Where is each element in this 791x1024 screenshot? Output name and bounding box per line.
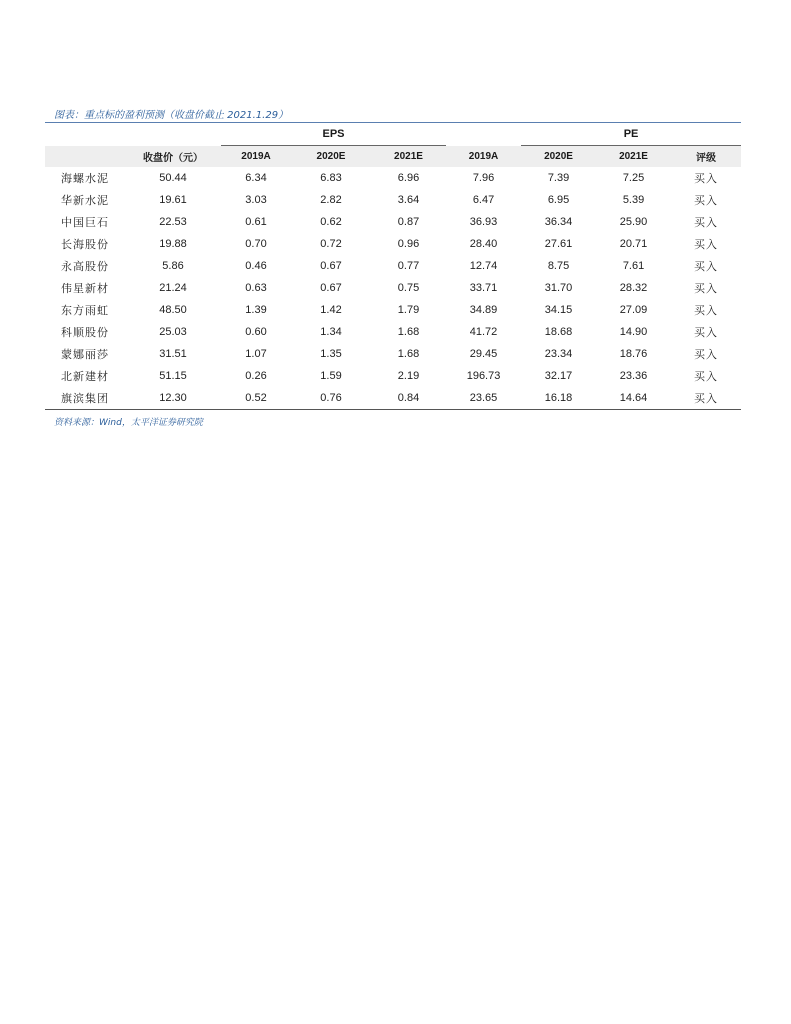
rating: 买入 [694,370,719,383]
table-row [45,387,741,409]
close-price: 25.03 [159,326,187,338]
pe-2021e: 28.32 [619,282,648,294]
pe-2019a: 7.96 [472,172,495,184]
eps-2020e: 1.34 [320,326,342,338]
pe-2020e: 36.34 [544,216,573,228]
eps-2020e: 6.83 [320,172,342,184]
stock-name: 海螺水泥 [61,172,109,185]
table-row [45,167,741,189]
pe-2020e: 6.95 [547,194,570,206]
rating: 买入 [694,304,719,317]
eps-2020e: 0.67 [320,260,342,272]
eps-2021e: 1.68 [397,348,420,360]
eps-2020e-header: 2020E [291,146,371,168]
eps-2020e: 0.76 [320,392,342,404]
stock-name: 华新水泥 [61,194,109,207]
eps-2020e: 0.67 [320,282,342,294]
pe-2019a-header: 2019A [446,146,521,168]
rating: 买入 [694,326,719,339]
table-row [45,255,741,277]
eps-2020e: 1.42 [320,304,342,316]
eps-2020e: 1.59 [320,370,342,382]
table-row [45,343,741,365]
rating: 买入 [694,238,719,251]
table-row [45,211,741,233]
eps-2019a: 0.61 [245,216,267,228]
close-price: 19.61 [159,194,187,206]
eps-2021e: 0.84 [397,392,420,404]
close-price: 48.50 [159,304,187,316]
eps-2021e: 6.96 [397,172,420,184]
table-row [45,233,741,255]
table-row [45,299,741,321]
eps-2021e-header: 2021E [371,146,446,168]
eps-2021e: 0.96 [397,238,420,250]
close-price: 12.30 [159,392,187,404]
rating-header: 评级 [671,146,741,168]
stock-name: 蒙娜丽莎 [61,348,109,361]
pe-2019a: 196.73 [466,370,501,382]
earnings-forecast-table [45,122,741,410]
table-row [45,321,741,343]
stock-name: 长海股份 [61,238,109,251]
table-row [45,365,741,387]
eps-2019a: 0.46 [245,260,267,272]
stock-name-header [45,146,125,168]
rating: 买入 [694,194,719,207]
eps-2019a-header: 2019A [221,146,291,168]
pe-2020e: 8.75 [547,260,570,272]
pe-group-header: PE [521,123,741,146]
stock-name: 旗滨集团 [61,392,109,405]
close-price: 50.44 [159,172,187,184]
source-note: 资料来源：Wind，太平洋证券研究院 [54,418,203,428]
table-caption: 图表：重点标的盈利预测（收盘价截止 2021.1.29） [54,110,289,121]
eps-2021e: 3.64 [397,194,420,206]
pe-2021e: 23.36 [619,370,648,382]
eps-2021e: 2.19 [397,370,420,382]
pe-2021e: 7.25 [622,172,645,184]
pe-2020e: 34.15 [544,304,573,316]
eps-2019a: 0.52 [245,392,267,404]
pe-2020e: 32.17 [544,370,573,382]
eps-2020e: 0.72 [320,238,342,250]
pe-2021e: 14.64 [619,392,648,404]
eps-2020e: 1.35 [320,348,342,360]
pe-2021e-header: 2021E [596,146,671,168]
pe-2020e: 7.39 [547,172,570,184]
pe-2020e: 31.70 [544,282,573,294]
pe-2019a: 6.47 [472,194,495,206]
stock-name: 北新建材 [61,370,109,383]
eps-2019a: 0.26 [245,370,267,382]
stock-name: 中国巨石 [61,216,109,229]
pe-2021e: 18.76 [619,348,648,360]
pe-2021e: 27.09 [619,304,648,316]
pe-2019a: 36.93 [469,216,498,228]
rating: 买入 [694,282,719,295]
rating: 买入 [694,260,719,273]
eps-2021e: 0.87 [397,216,420,228]
pe-2019a: 41.72 [469,326,498,338]
eps-2019a: 1.39 [245,304,267,316]
eps-2019a: 6.34 [245,172,267,184]
table-row [45,277,741,299]
eps-2021e: 1.68 [397,326,420,338]
rating: 买入 [694,392,719,405]
pe-2021e: 20.71 [619,238,648,250]
pe-2020e: 27.61 [544,238,573,250]
eps-2021e: 0.77 [397,260,420,272]
eps-2019a: 0.60 [245,326,267,338]
eps-2019a: 0.70 [245,238,267,250]
stock-name: 科顺股份 [61,326,109,339]
pe-2020e-header: 2020E [521,146,596,168]
eps-2020e: 0.62 [320,216,342,228]
pe-2020e: 16.18 [544,392,573,404]
rating: 买入 [694,216,719,229]
pe-2020e: 23.34 [544,348,573,360]
pe-2020e: 18.68 [544,326,573,338]
stock-name: 永高股份 [61,260,109,273]
pe-2021e: 14.90 [619,326,648,338]
pe-2019a: 23.65 [469,392,498,404]
stock-name: 伟星新材 [61,282,109,295]
eps-group-header: EPS [221,123,446,146]
column-header-row [45,146,741,168]
bottom-rule [45,409,741,410]
close-price: 19.88 [159,238,187,250]
eps-2021e: 1.79 [397,304,420,316]
stock-name: 东方雨虹 [61,304,109,317]
pe-2021e: 5.39 [622,194,645,206]
pe-2019a: 12.74 [469,260,498,272]
close-price: 5.86 [162,260,184,272]
eps-2021e: 0.75 [397,282,420,294]
pe-2021e: 7.61 [622,260,645,272]
eps-2019a: 1.07 [245,348,267,360]
pe-2019a: 29.45 [469,348,498,360]
pe-2021e: 25.90 [619,216,648,228]
close-price-header: 收盘价（元） [125,146,221,168]
group-header-row [45,123,741,146]
rating: 买入 [694,348,719,361]
close-price: 51.15 [159,370,187,382]
table-row [45,189,741,211]
pe-2019a: 33.71 [469,282,498,294]
close-price: 21.24 [159,282,187,294]
close-price: 31.51 [159,348,187,360]
eps-2019a: 3.03 [245,194,267,206]
eps-2019a: 0.63 [245,282,267,294]
rating: 买入 [694,172,719,185]
close-price: 22.53 [159,216,187,228]
eps-2020e: 2.82 [320,194,342,206]
pe-2019a: 28.40 [469,238,498,250]
pe-2019a: 34.89 [469,304,498,316]
